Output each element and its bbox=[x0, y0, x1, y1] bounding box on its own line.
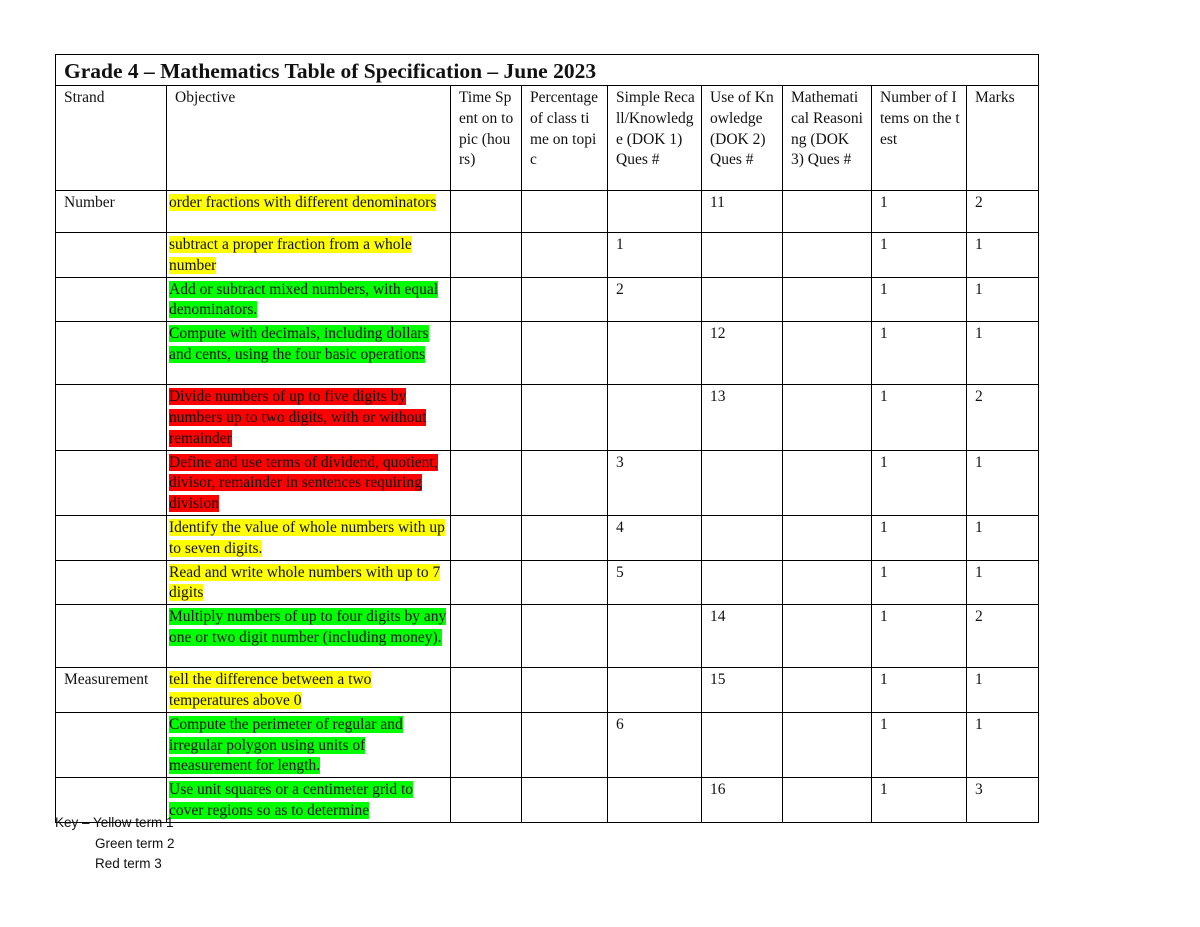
percentage-cell bbox=[522, 191, 608, 233]
dok3-cell bbox=[783, 560, 872, 605]
header-objective: Objective bbox=[167, 86, 451, 191]
marks-cell: 1 bbox=[967, 450, 1039, 515]
header-percentage: Percentage of class time on topic bbox=[522, 86, 608, 191]
dok2-cell bbox=[702, 233, 783, 278]
dok3-cell bbox=[783, 778, 872, 823]
objective-cell bbox=[167, 191, 451, 233]
dok2-cell bbox=[702, 450, 783, 515]
dok2-cell: 13 bbox=[702, 385, 783, 450]
percentage-cell bbox=[522, 515, 608, 560]
time-spent-cell bbox=[451, 233, 522, 278]
objective-text-green-highlight: Add or subtract mixed numbers, with equal denominators. bbox=[169, 280, 439, 319]
objective-cell bbox=[167, 277, 451, 322]
dok3-cell bbox=[783, 668, 872, 713]
marks-cell: 2 bbox=[967, 385, 1039, 450]
dok3-cell bbox=[783, 515, 872, 560]
objective-text-green-highlight: Compute with decimals, including dollars and cents, using the four basic operations bbox=[169, 325, 429, 363]
objective-text-yellow-highlight: Identify the value of whole numbers with up to seven digits. bbox=[169, 518, 445, 557]
marks-cell: 2 bbox=[967, 605, 1039, 668]
table-row bbox=[56, 385, 1039, 450]
marks-cell: 1 bbox=[967, 322, 1039, 385]
objective-cell bbox=[167, 233, 451, 278]
dok2-cell: 12 bbox=[702, 322, 783, 385]
dok2-cell: 16 bbox=[702, 778, 783, 823]
number-of-items-cell: 1 bbox=[872, 233, 967, 278]
percentage-cell bbox=[522, 233, 608, 278]
objective-cell bbox=[167, 322, 451, 385]
header-dok3: Mathematical Reasoning (DOK 3) Ques # bbox=[783, 86, 872, 191]
number-of-items-cell: 1 bbox=[872, 515, 967, 560]
objective-text-yellow-highlight: subtract a proper fraction from a whole number bbox=[169, 236, 412, 274]
dok3-cell bbox=[783, 450, 872, 515]
table-row bbox=[56, 605, 1039, 668]
percentage-cell bbox=[522, 322, 608, 385]
time-spent-cell bbox=[451, 191, 522, 233]
dok1-cell bbox=[608, 191, 702, 233]
dok3-cell bbox=[783, 191, 872, 233]
table-row bbox=[56, 277, 1039, 322]
time-spent-cell bbox=[451, 668, 522, 713]
time-spent-cell bbox=[451, 385, 522, 450]
dok1-cell bbox=[608, 605, 702, 668]
header-strand: Strand bbox=[56, 86, 167, 191]
time-spent-cell bbox=[451, 277, 522, 322]
percentage-cell bbox=[522, 450, 608, 515]
objective-cell bbox=[167, 560, 451, 605]
table-row bbox=[56, 515, 1039, 560]
objective-text-yellow-highlight: Read and write whole numbers with up to 7 digits bbox=[169, 563, 441, 602]
strand-cell: Measurement bbox=[56, 668, 167, 713]
time-spent-cell bbox=[451, 515, 522, 560]
strand-cell bbox=[56, 712, 167, 777]
dok3-cell bbox=[783, 712, 872, 777]
objective-cell bbox=[167, 605, 451, 668]
key-line-green: Green term 2 bbox=[95, 835, 175, 851]
key-line-yellow: Key – Yellow term 1 bbox=[55, 815, 174, 830]
dok1-cell: 6 bbox=[608, 712, 702, 777]
time-spent-cell bbox=[451, 712, 522, 777]
objective-cell bbox=[167, 385, 451, 450]
number-of-items-cell: 1 bbox=[872, 560, 967, 605]
objective-text-red-highlight: Divide numbers of up to five digits by numbers up to two digits, with or without remainder bbox=[169, 388, 427, 447]
key-line-red: Red term 3 bbox=[95, 856, 162, 871]
number-of-items-cell: 1 bbox=[872, 385, 967, 450]
marks-cell: 1 bbox=[967, 560, 1039, 605]
dok2-cell bbox=[702, 560, 783, 605]
header-row bbox=[56, 86, 1039, 191]
objective-cell bbox=[167, 712, 451, 777]
dok2-cell bbox=[702, 515, 783, 560]
dok2-cell: 15 bbox=[702, 668, 783, 713]
dok3-cell bbox=[783, 385, 872, 450]
dok2-cell bbox=[702, 277, 783, 322]
percentage-cell bbox=[522, 560, 608, 605]
percentage-cell bbox=[522, 712, 608, 777]
objective-text-green-highlight: Use unit squares or a centimeter grid to cover regions so as to determine bbox=[169, 781, 414, 819]
number-of-items-cell: 1 bbox=[872, 322, 967, 385]
percentage-cell bbox=[522, 605, 608, 668]
objective-text-yellow-highlight: tell the difference between a two temperatures above 0 bbox=[169, 671, 372, 709]
objective-text-yellow-highlight: order fractions with different denominators bbox=[169, 194, 437, 211]
number-of-items-cell: 1 bbox=[872, 605, 967, 668]
dok1-cell bbox=[608, 385, 702, 450]
objective-cell bbox=[167, 668, 451, 713]
time-spent-cell bbox=[451, 605, 522, 668]
marks-cell: 3 bbox=[967, 778, 1039, 823]
dok3-cell bbox=[783, 605, 872, 668]
header-number-of-items: Number of Items on the test bbox=[872, 86, 967, 191]
strand-cell bbox=[56, 233, 167, 278]
table-row bbox=[56, 778, 1039, 823]
marks-cell: 1 bbox=[967, 277, 1039, 322]
table-row bbox=[56, 450, 1039, 515]
number-of-items-cell: 1 bbox=[872, 450, 967, 515]
header-dok1: Simple Recall/Knowledge (DOK 1) Ques # bbox=[608, 86, 702, 191]
number-of-items-cell: 1 bbox=[872, 778, 967, 823]
dok1-cell: 3 bbox=[608, 450, 702, 515]
dok1-cell: 1 bbox=[608, 233, 702, 278]
marks-cell: 1 bbox=[967, 712, 1039, 777]
strand-cell bbox=[56, 515, 167, 560]
color-key bbox=[55, 813, 175, 875]
table-row bbox=[56, 712, 1039, 777]
dok1-cell bbox=[608, 668, 702, 713]
dok1-cell: 4 bbox=[608, 515, 702, 560]
objective-text-green-highlight: Compute the perimeter of regular and irregular polygon using units of measurement for length. bbox=[169, 715, 403, 775]
table-row bbox=[56, 322, 1039, 385]
dok3-cell bbox=[783, 277, 872, 322]
percentage-cell bbox=[522, 668, 608, 713]
dok1-cell bbox=[608, 778, 702, 823]
objective-cell bbox=[167, 515, 451, 560]
marks-cell: 1 bbox=[967, 668, 1039, 713]
time-spent-cell bbox=[451, 322, 522, 385]
dok1-cell: 5 bbox=[608, 560, 702, 605]
time-spent-cell bbox=[451, 778, 522, 823]
dok2-cell bbox=[702, 712, 783, 777]
strand-cell: Number bbox=[56, 191, 167, 233]
table-row bbox=[56, 668, 1039, 713]
strand-cell bbox=[56, 277, 167, 322]
table-row bbox=[56, 233, 1039, 278]
table-row bbox=[56, 191, 1039, 233]
dok2-cell: 14 bbox=[702, 605, 783, 668]
number-of-items-cell: 1 bbox=[872, 668, 967, 713]
number-of-items-cell: 1 bbox=[872, 277, 967, 322]
objective-cell bbox=[167, 778, 451, 823]
marks-cell: 2 bbox=[967, 191, 1039, 233]
number-of-items-cell: 1 bbox=[872, 191, 967, 233]
objective-text-green-highlight: Multiply numbers of up to four digits by any one or two digit number (including money). bbox=[169, 608, 447, 646]
strand-cell bbox=[56, 560, 167, 605]
percentage-cell bbox=[522, 385, 608, 450]
strand-cell bbox=[56, 322, 167, 385]
time-spent-cell bbox=[451, 560, 522, 605]
dok3-cell bbox=[783, 322, 872, 385]
header-time-spent: Time Spent on topic (hours) bbox=[451, 86, 522, 191]
dok1-cell: 2 bbox=[608, 277, 702, 322]
dok1-cell bbox=[608, 322, 702, 385]
objective-cell bbox=[167, 450, 451, 515]
specification-table bbox=[55, 54, 1039, 823]
time-spent-cell bbox=[451, 450, 522, 515]
dok2-cell: 11 bbox=[702, 191, 783, 233]
dok3-cell bbox=[783, 233, 872, 278]
percentage-cell bbox=[522, 778, 608, 823]
table-title: Grade 4 – Mathematics Table of Specification – June 2023 bbox=[56, 55, 1039, 86]
header-dok2: Use of Knowledge (DOK 2) Ques # bbox=[702, 86, 783, 191]
strand-cell bbox=[56, 450, 167, 515]
header-marks: Marks bbox=[967, 86, 1039, 191]
marks-cell: 1 bbox=[967, 233, 1039, 278]
percentage-cell bbox=[522, 277, 608, 322]
title-row bbox=[56, 55, 1039, 86]
strand-cell bbox=[56, 385, 167, 450]
strand-cell bbox=[56, 605, 167, 668]
marks-cell: 1 bbox=[967, 515, 1039, 560]
objective-text-red-highlight: Define and use terms of dividend, quotient, divisor, remainder in sentences requiring division bbox=[169, 453, 438, 513]
number-of-items-cell: 1 bbox=[872, 712, 967, 777]
table-row bbox=[56, 560, 1039, 605]
